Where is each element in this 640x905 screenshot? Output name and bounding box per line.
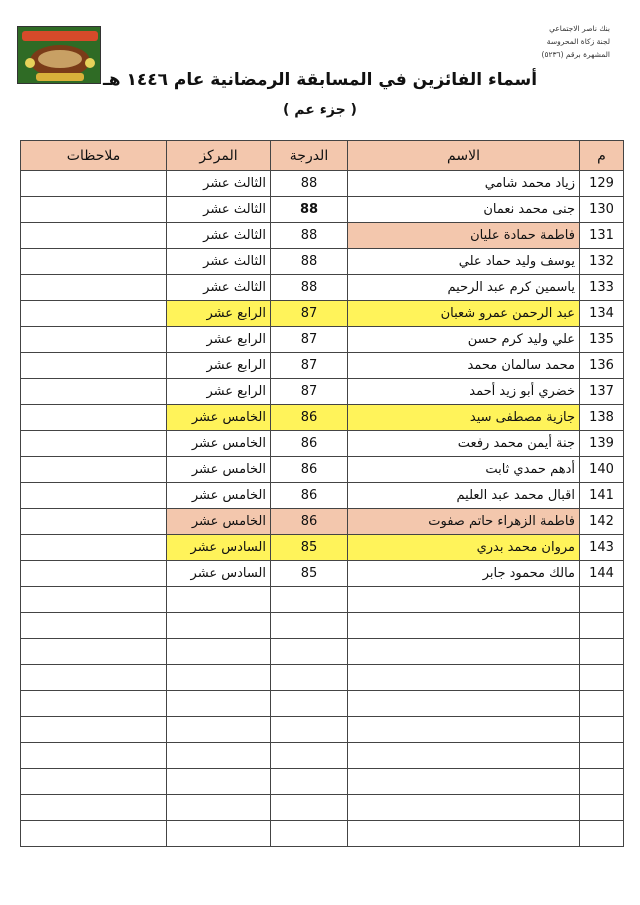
notes-cell [21,769,167,795]
rank-cell: الخامس عشر [167,405,271,431]
column-header-rank: المركز [167,141,271,171]
name-cell: جنة أيمن محمد رفعت [348,431,580,457]
notes-cell [21,223,167,249]
table-row [21,639,624,665]
score-cell: 86 [271,509,348,535]
organization-info [490,22,610,61]
table-row [21,301,624,327]
name-cell: أدهم حمدي ثابت [348,457,580,483]
document-subtitle: ( جزء عم ) [283,102,357,118]
score-cell: 86 [271,457,348,483]
score-cell: 85 [271,535,348,561]
rank-cell: الثالث عشر [167,223,271,249]
number-cell: 139 [580,431,624,457]
notes-cell [21,821,167,847]
score-cell: 87 [271,353,348,379]
score-cell [271,821,348,847]
table-row [21,821,624,847]
notes-cell [21,613,167,639]
table-row [21,509,624,535]
rank-cell: الثالث عشر [167,171,271,197]
notes-cell [21,327,167,353]
table-row [21,587,624,613]
number-cell: 135 [580,327,624,353]
name-cell: علي وليد كرم حسن [348,327,580,353]
number-cell: 133 [580,275,624,301]
number-cell: 144 [580,561,624,587]
notes-cell [21,275,167,301]
number-cell [580,587,624,613]
number-cell: 134 [580,301,624,327]
table-row [21,223,624,249]
notes-cell [21,535,167,561]
notes-cell [21,795,167,821]
table-row [21,613,624,639]
score-cell: 86 [271,483,348,509]
notes-cell [21,483,167,509]
table-row [21,717,624,743]
table-row [21,405,624,431]
name-cell: مروان محمد بدري [348,535,580,561]
rank-cell [167,717,271,743]
number-cell [580,691,624,717]
table-header-row [21,141,624,171]
score-cell [271,665,348,691]
table-row [21,197,624,223]
name-cell [348,665,580,691]
name-cell [348,743,580,769]
rank-cell [167,821,271,847]
score-cell: 85 [271,561,348,587]
org-line: المشهرة برقم (٥٢٣٦) [541,50,610,59]
rank-cell: السادس عشر [167,561,271,587]
score-cell: 88 [271,275,348,301]
rank-cell: الثالث عشر [167,249,271,275]
number-cell: 132 [580,249,624,275]
name-cell: فاطمة حمادة عليان [348,223,580,249]
rank-cell [167,665,271,691]
rank-cell [167,587,271,613]
column-header-notes: ملاحظات [21,141,167,171]
name-cell: يوسف وليد حماد علي [348,249,580,275]
notes-cell [21,353,167,379]
name-cell: مالك محمود جابر [348,561,580,587]
name-cell: خضري أبو زيد أحمد [348,379,580,405]
name-cell: جنى محمد نعمان [348,197,580,223]
table-row [21,743,624,769]
notes-cell [21,509,167,535]
table-row [21,561,624,587]
number-cell: 142 [580,509,624,535]
column-header-score: الدرجة [271,141,348,171]
notes-cell [21,639,167,665]
table-row [21,457,624,483]
name-cell: محمد سالمان محمد [348,353,580,379]
score-cell [271,795,348,821]
rank-cell: الرابع عشر [167,379,271,405]
name-cell: فاطمة الزهراء حاتم صفوت [348,509,580,535]
rank-cell: الخامس عشر [167,483,271,509]
rank-cell: الرابع عشر [167,353,271,379]
table-row [21,379,624,405]
rank-cell: الخامس عشر [167,457,271,483]
table-row [21,769,624,795]
notes-cell [21,665,167,691]
number-cell: 141 [580,483,624,509]
table-body [21,171,624,847]
table-row [21,665,624,691]
name-cell: زياد محمد شامي [348,171,580,197]
notes-cell [21,379,167,405]
number-cell: 131 [580,223,624,249]
name-cell [348,795,580,821]
notes-cell [21,301,167,327]
rank-cell [167,691,271,717]
number-cell: 137 [580,379,624,405]
rank-cell: الثالث عشر [167,197,271,223]
notes-cell [21,171,167,197]
org-line: لجنة زكاة المحروسة [546,37,610,46]
notes-cell [21,587,167,613]
org-line: بنك ناصر الاجتماعي [549,24,610,33]
table-row [21,249,624,275]
number-cell [580,665,624,691]
notes-cell [21,431,167,457]
score-cell: 86 [271,431,348,457]
notes-cell [21,197,167,223]
name-cell: اقبال محمد عبد العليم [348,483,580,509]
notes-cell [21,691,167,717]
rank-cell [167,613,271,639]
name-cell [348,691,580,717]
name-cell: ياسمين كرم عبد الرحيم [348,275,580,301]
number-cell [580,821,624,847]
number-cell [580,769,624,795]
score-cell [271,639,348,665]
number-cell: 136 [580,353,624,379]
winners-table [20,140,624,847]
score-cell [271,769,348,795]
table-row [21,691,624,717]
table-row [21,275,624,301]
number-cell [580,795,624,821]
rank-cell [167,639,271,665]
notes-cell [21,561,167,587]
number-cell [580,613,624,639]
rank-cell [167,795,271,821]
number-cell: 140 [580,457,624,483]
notes-cell [21,249,167,275]
name-cell [348,821,580,847]
name-cell [348,639,580,665]
table-row [21,483,624,509]
column-header-number: م [580,141,624,171]
table-row [21,535,624,561]
score-cell: 86 [271,405,348,431]
score-cell [271,717,348,743]
name-cell [348,717,580,743]
score-cell: 88 [271,223,348,249]
table-row [21,431,624,457]
table-row [21,353,624,379]
score-cell [271,587,348,613]
name-cell [348,613,580,639]
number-cell: 130 [580,197,624,223]
name-cell [348,769,580,795]
name-cell: جازية مصطفى سيد [348,405,580,431]
score-cell [271,691,348,717]
table-row [21,795,624,821]
rank-cell: السادس عشر [167,535,271,561]
rank-cell: الرابع عشر [167,327,271,353]
score-cell: 88 [271,197,348,223]
rank-cell: الخامس عشر [167,509,271,535]
rank-cell: الخامس عشر [167,431,271,457]
number-cell: 143 [580,535,624,561]
score-cell: 87 [271,379,348,405]
score-cell [271,743,348,769]
score-cell: 87 [271,301,348,327]
notes-cell [21,405,167,431]
score-cell: 87 [271,327,348,353]
rank-cell [167,769,271,795]
name-cell: عبد الرحمن عمرو شعبان [348,301,580,327]
score-cell: 88 [271,249,348,275]
number-cell: 129 [580,171,624,197]
rank-cell [167,743,271,769]
notes-cell [21,457,167,483]
rank-cell: الرابع عشر [167,301,271,327]
document-title: أسماء الفائزين في المسابقة الرمضانية عام ١٤٤٦ هـ [102,70,538,90]
score-cell [271,613,348,639]
number-cell [580,639,624,665]
rank-cell: الثالث عشر [167,275,271,301]
table-row [21,171,624,197]
number-cell [580,743,624,769]
table-row [21,327,624,353]
number-cell [580,717,624,743]
notes-cell [21,743,167,769]
score-cell: 88 [271,171,348,197]
column-header-name: الاسم [348,141,580,171]
notes-cell [21,717,167,743]
number-cell: 138 [580,405,624,431]
name-cell [348,587,580,613]
